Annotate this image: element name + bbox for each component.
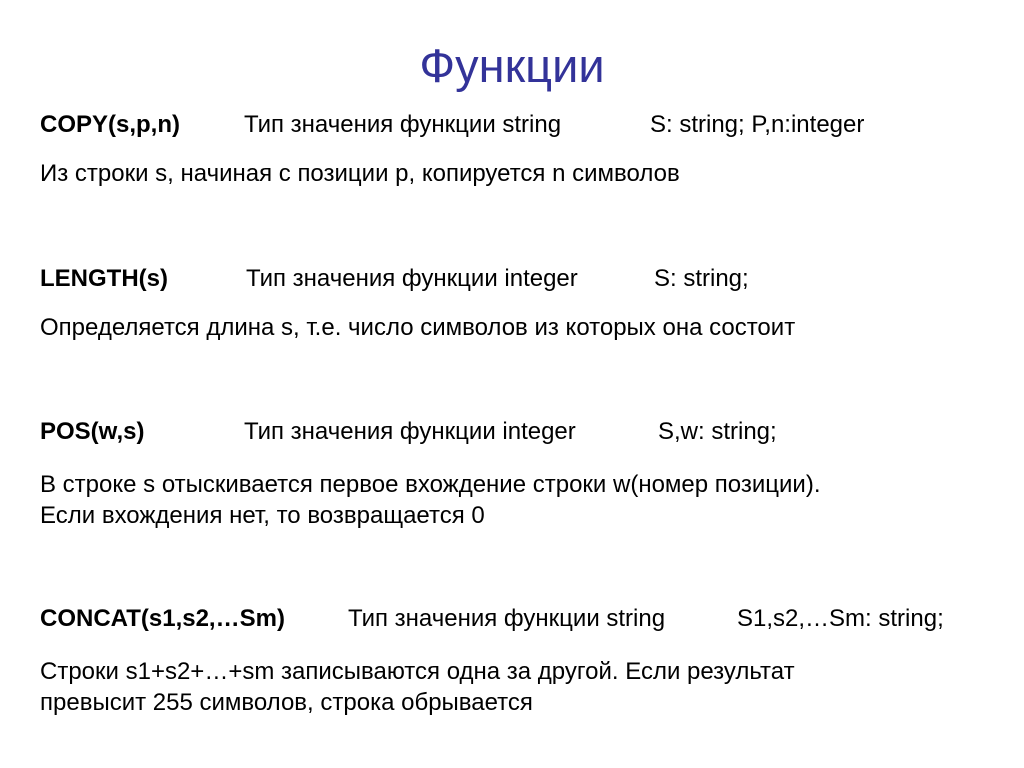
function-block-concat	[40, 602, 1000, 718]
function-return-type: Тип значения функции string	[244, 111, 562, 138]
function-params: S: string; P,n:integer	[650, 111, 865, 138]
function-block-copy	[40, 108, 1000, 189]
function-return-type: Тип значения функции integer	[244, 418, 576, 445]
function-params: S1,s2,…Sm: string;	[737, 605, 944, 632]
function-signature: CONCAT(s1,s2,…Sm)	[40, 605, 285, 632]
slide-title: Функции	[419, 39, 605, 92]
function-params: S,w: string;	[658, 418, 777, 445]
function-signature: LENGTH(s)	[40, 265, 168, 292]
function-signature: COPY(s,p,n)	[40, 111, 181, 138]
function-return-type: Тип значения функции string	[348, 605, 666, 632]
function-params: S: string;	[654, 265, 749, 292]
function-signature-line	[40, 602, 1000, 636]
function-description: Определяется длина s, т.е. число символов из которых она состоит	[40, 314, 796, 341]
function-signature-line	[40, 108, 1000, 142]
function-description	[40, 656, 1000, 718]
function-block-length	[40, 262, 1000, 343]
function-block-pos	[40, 415, 1000, 531]
function-signature-line	[40, 415, 1000, 449]
description-line: Если вхождения нет, то возвращается 0	[40, 502, 485, 529]
description-line: Строки s1+s2+…+sm записываются одна за другой. Если результат	[40, 658, 795, 685]
description-line: превысит 255 символов, строка обрывается	[40, 689, 533, 716]
function-description: Из строки s, начиная с позиции p, копируется n символов	[40, 160, 680, 187]
description-line: В строке s отыскивается первое вхождение строки w(номер позиции).	[40, 471, 821, 498]
function-signature-line	[40, 262, 1000, 296]
function-return-type: Тип значения функции integer	[246, 265, 578, 292]
function-description	[40, 469, 1000, 531]
function-signature: POS(w,s)	[40, 418, 145, 445]
